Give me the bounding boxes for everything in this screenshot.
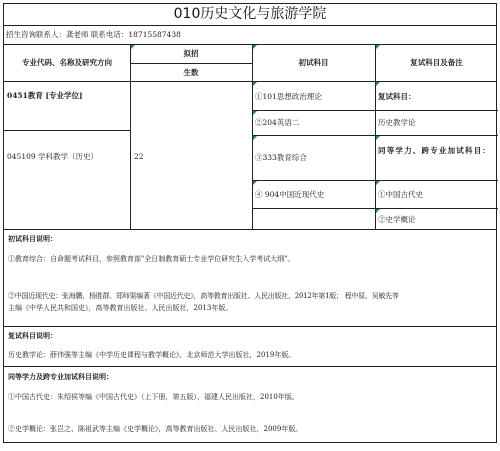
extra-subject-1: ①中国古代史 — [378, 190, 423, 199]
divider — [4, 229, 496, 230]
divider — [4, 130, 130, 131]
equal-notes-title: 同等学力及跨专业加试科目说明： — [8, 372, 113, 381]
research-direction: 045109 学科教学（历史） — [7, 152, 99, 161]
divider — [375, 180, 498, 181]
retest-subject: 历史教学论 — [378, 118, 416, 127]
cell-marker — [253, 136, 257, 140]
header-quota-bottom: 生数 — [183, 68, 199, 77]
divider — [375, 110, 498, 111]
divider — [252, 135, 375, 136]
equal-level-label: 同等学力、跨专业加试科目： — [378, 146, 492, 155]
initial-note-1: ①教育综合：自命题考试科目，参照教育部"全日制教育硕士专业学位研究生入学考试大纲"。 — [8, 255, 295, 263]
contact-info: 招生咨询联系人：龚老师 联系电话：18715587438 — [6, 30, 181, 39]
divider — [252, 110, 375, 111]
cell-marker — [253, 111, 257, 115]
divider — [375, 135, 498, 136]
divider — [375, 208, 498, 209]
divider — [252, 208, 375, 209]
cell-marker — [376, 45, 380, 49]
quota-value: 22 — [134, 152, 144, 161]
exam-subject-4: ④ 904中国近现代史 — [255, 190, 325, 199]
cell-marker — [131, 45, 135, 49]
divider — [4, 366, 496, 367]
retest-label: 复试科目： — [378, 92, 416, 101]
major-name: 0451教育 [专业学位] — [7, 91, 83, 100]
header-retest: 复试科目及备注 — [410, 58, 463, 67]
exam-subject-3: ③333教育综合 — [255, 153, 307, 162]
equal-note-2: ②史学概论：张岂之、陈祖武等主编《史学概论》，高等教育出版社、人民出版社，2009年版。 — [8, 425, 303, 433]
admission-table — [3, 3, 497, 443]
divider — [252, 180, 375, 181]
cell-marker — [376, 181, 380, 185]
divider — [4, 81, 496, 82]
initial-notes-title: 初试科目说明： — [8, 234, 57, 243]
exam-subject-2: ②204英语二 — [255, 118, 300, 127]
exam-subject-1: ①101思想政治理论 — [255, 92, 322, 101]
cell-marker — [376, 136, 380, 140]
equal-note-1: ①中国古代史：朱绍侯等编《中国古代史》（上下册，第五版），福建人民出版社，2010年版。 — [8, 393, 299, 401]
header-major: 专业代码、名称及研究方向 — [22, 58, 112, 67]
cell-marker — [253, 181, 257, 185]
cell-marker — [253, 82, 257, 86]
header-quota-top: 拟招 — [183, 49, 199, 58]
retest-notes-title: 复试科目说明： — [8, 331, 57, 340]
divider — [4, 44, 496, 45]
page-title: 010历史文化与旅游学院 — [4, 4, 496, 26]
cell-marker — [253, 45, 257, 49]
extra-subject-2: ②史学概论 — [378, 215, 416, 224]
initial-note-2a: ②中国近现代史：张海鹏、杨胜群、郑师渠编著《中国近代史》，高等教育出版社、人民出版社，2012年第1版； 程中原、吴敏先等 — [8, 292, 399, 300]
cell-marker — [376, 82, 380, 86]
divider — [130, 63, 252, 64]
divider — [4, 326, 496, 327]
cell-marker — [376, 209, 380, 213]
header-initial-exam: 初试科目 — [298, 58, 329, 67]
retest-note-1: 历史教学论：薛伟强等主编《中学历史课程与教学概论》，北京师范大学出版社，2019年版。 — [8, 351, 296, 359]
initial-note-2b: 主编《中华人民共和国史》，高等教育出版社、人民出版社，2013年版。 — [8, 304, 233, 312]
